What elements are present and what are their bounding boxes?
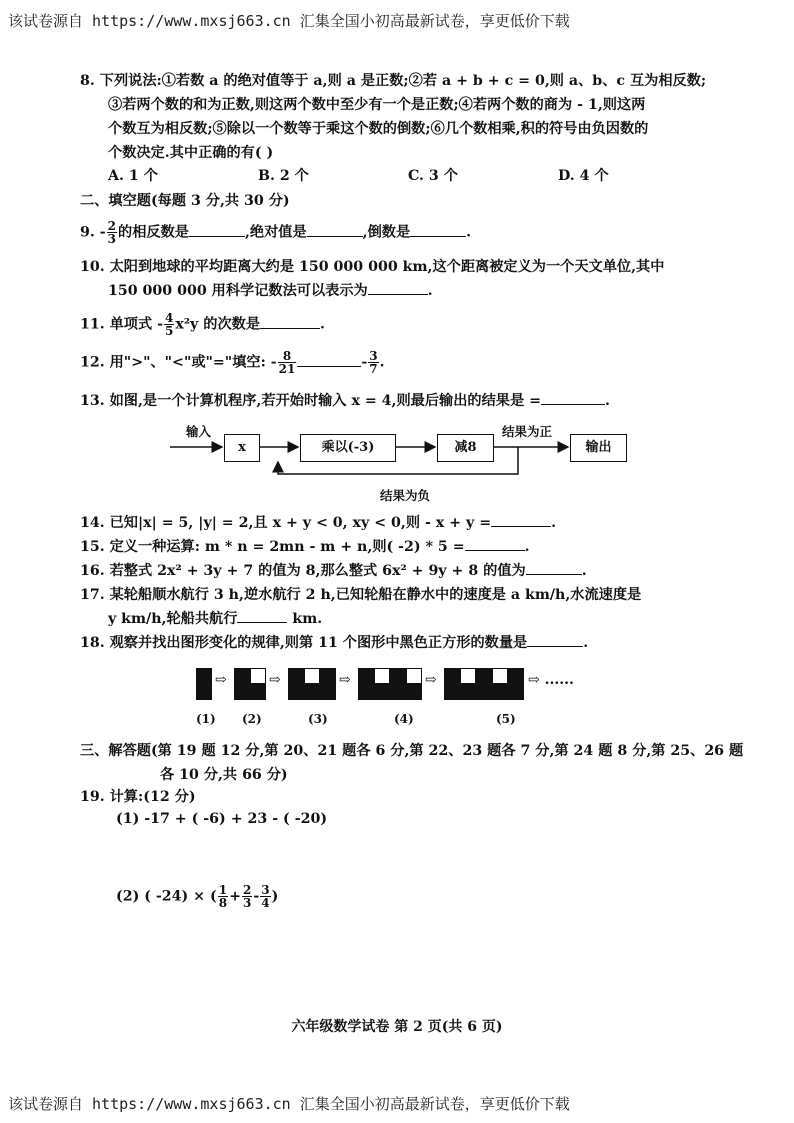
q16-blank[interactable] — [526, 560, 582, 575]
pattern-square — [358, 668, 374, 684]
pattern-square — [304, 668, 320, 684]
q8-line3: 个数互为相反数;⑤除以一个数等于乘这个数的倒数;⑥几个数相乘,积的符号由负因数的 — [108, 121, 649, 137]
q13-text: 13. 如图,是一个计算机程序,若开始时输入 x = 4,则最后输出的结果是 = . — [80, 390, 720, 412]
q9-blank3[interactable] — [410, 222, 466, 237]
pattern-square — [250, 684, 266, 700]
pattern-label: (3) — [308, 712, 328, 726]
q9-blank1[interactable] — [189, 222, 245, 237]
q19-part2: (2) ( -24) × ( $\frac{1}{8}$ + $\frac{2}{3}$ - $\frac{3}{4}$ ) — [116, 883, 279, 910]
source-banner-top: 该试卷源自 https://www.mxsj663.cn 汇集全国小初高最新试卷，享更低价下载 — [8, 12, 570, 30]
pattern-square — [374, 684, 390, 700]
pattern-square — [196, 684, 212, 700]
choice-b: B. 2 个 — [258, 168, 309, 184]
pattern-square — [444, 668, 460, 684]
pattern-square — [234, 668, 250, 684]
pattern-square — [492, 668, 508, 684]
pattern-square — [234, 684, 250, 700]
pattern-square — [508, 668, 524, 684]
q11: 11. 单项式 - $\frac{4}{5}$ x²y 的次数是 . — [80, 311, 325, 338]
q10-blank[interactable] — [368, 280, 428, 295]
q10-line2: 150 000 000 用科学记数法可以表示为 . — [108, 280, 748, 302]
q18-text: 18. 观察并找出图形变化的规律,则第 11 个图形中黑色正方形的数量是 . — [80, 632, 720, 654]
choice-a: A. 1 个 — [108, 168, 158, 184]
pattern-arrow: ⇨ — [215, 672, 227, 688]
pattern-square — [320, 684, 336, 700]
q16: 16. 若整式 2x² + 3y + 7 的值为 8,那么整式 6x² + 9y + 8 的值为 . — [80, 560, 720, 582]
q8-line2: ③若两个数的和为正数,则这两个数中至少有一个是正数;④若两个数的商为 - 1,则这两 — [108, 97, 646, 113]
pattern-square — [444, 684, 460, 700]
pattern-square — [374, 668, 390, 684]
q14: 14. 已知|x| = 5, |y| = 2,且 x + y < 0, xy < 0,则 - x + y = . — [80, 512, 720, 534]
pattern-square — [390, 668, 406, 684]
q9-blank2[interactable] — [307, 222, 363, 237]
flow-positive-label: 结果为正 — [502, 424, 553, 439]
flow-box-x: x — [224, 434, 260, 462]
q13-flowchart — [170, 418, 650, 518]
pattern-square — [492, 684, 508, 700]
q8-line4: 个数决定.其中正确的有( ) — [108, 145, 274, 161]
pattern-square — [390, 684, 406, 700]
source-banner-bottom: 该试卷源自 https://www.mxsj663.cn 汇集全国小初高最新试卷，享更低价下载 — [8, 1095, 570, 1113]
pattern-label: (2) — [242, 712, 262, 726]
pattern-arrow: ⇨ — [425, 672, 437, 688]
flow-box-output: 输出 — [570, 434, 627, 462]
q11-blank[interactable] — [260, 314, 320, 329]
q14-blank[interactable] — [491, 512, 551, 527]
q19-title: 19. 计算:(12 分) — [80, 789, 196, 805]
q13-blank[interactable] — [541, 390, 605, 405]
pattern-square — [460, 668, 476, 684]
flow-box-multiply: 乘以(-3) — [300, 434, 396, 462]
pattern-square — [508, 684, 524, 700]
section3-line1: 三、解答题(第 19 题 12 分,第 20、21 题各 6 分,第 22、23 题各 7 分,第 24 题 8 分,第 25、26 题 — [80, 743, 744, 759]
pattern-arrow: ⇨ — [339, 672, 351, 688]
pattern-square — [460, 684, 476, 700]
q17-line2: y km/h,轮船共航行 km. — [108, 608, 748, 630]
flow-box-subtract: 减8 — [437, 434, 494, 462]
flow-negative-label: 结果为负 — [380, 488, 431, 503]
q10-line1: 10. 太阳到地球的平均距离大约是 150 000 000 km,这个距离被定义为一个天文单位,其中 — [80, 259, 665, 275]
section3-line2: 各 10 分,共 66 分) — [160, 767, 288, 783]
pattern-label: (4) — [394, 712, 414, 726]
q12: 12. 用">"、"<"或"="填空: - $\frac{8}{21}$ - $\frac{3}{7}$ . — [80, 349, 385, 376]
pattern-label: (1) — [196, 712, 216, 726]
q19-part1: (1) -17 + ( -6) + 23 - ( -20) — [116, 811, 328, 827]
page-footer: 六年级数学试卷 第 2 页(共 6 页) — [291, 1019, 503, 1035]
q9: 9. - $\frac{2}{3}$ 的相反数是 ,绝对值是 ,倒数是 . — [80, 219, 472, 246]
pattern-square — [320, 668, 336, 684]
pattern-square — [250, 668, 266, 684]
flow-input-label: 输入 — [186, 424, 212, 439]
q12-blank[interactable] — [297, 352, 361, 367]
pattern-square — [288, 668, 304, 684]
q17-blank[interactable] — [237, 608, 287, 623]
pattern-ellipsis: ⇨ ...... — [528, 672, 574, 688]
pattern-arrow: ⇨ — [269, 672, 281, 688]
pattern-square — [406, 684, 422, 700]
choice-c: C. 3 个 — [408, 168, 458, 184]
pattern-square — [406, 668, 422, 684]
pattern-square — [476, 684, 492, 700]
pattern-square — [476, 668, 492, 684]
section2-title: 二、填空题(每题 3 分,共 30 分) — [80, 193, 290, 209]
q18-pattern — [196, 664, 636, 724]
q8-line1: 8. 下列说法:①若数 a 的绝对值等于 a,则 a 是正数;②若 a + b + c = 0,则 a、b、c 互为相反数; — [80, 73, 707, 89]
pattern-square — [196, 668, 212, 684]
q18-blank[interactable] — [527, 632, 583, 647]
choice-d: D. 4 个 — [558, 168, 609, 184]
pattern-square — [288, 684, 304, 700]
pattern-square — [304, 684, 320, 700]
q15: 15. 定义一种运算: m * n = 2mn - m + n,则( -2) * 5 = . — [80, 536, 720, 558]
q15-blank[interactable] — [465, 536, 525, 551]
pattern-label: (5) — [496, 712, 516, 726]
q17-line1: 17. 某轮船顺水航行 3 h,逆水航行 2 h,已知轮船在静水中的速度是 a km/h,水流速度是 — [80, 587, 642, 603]
pattern-square — [358, 684, 374, 700]
